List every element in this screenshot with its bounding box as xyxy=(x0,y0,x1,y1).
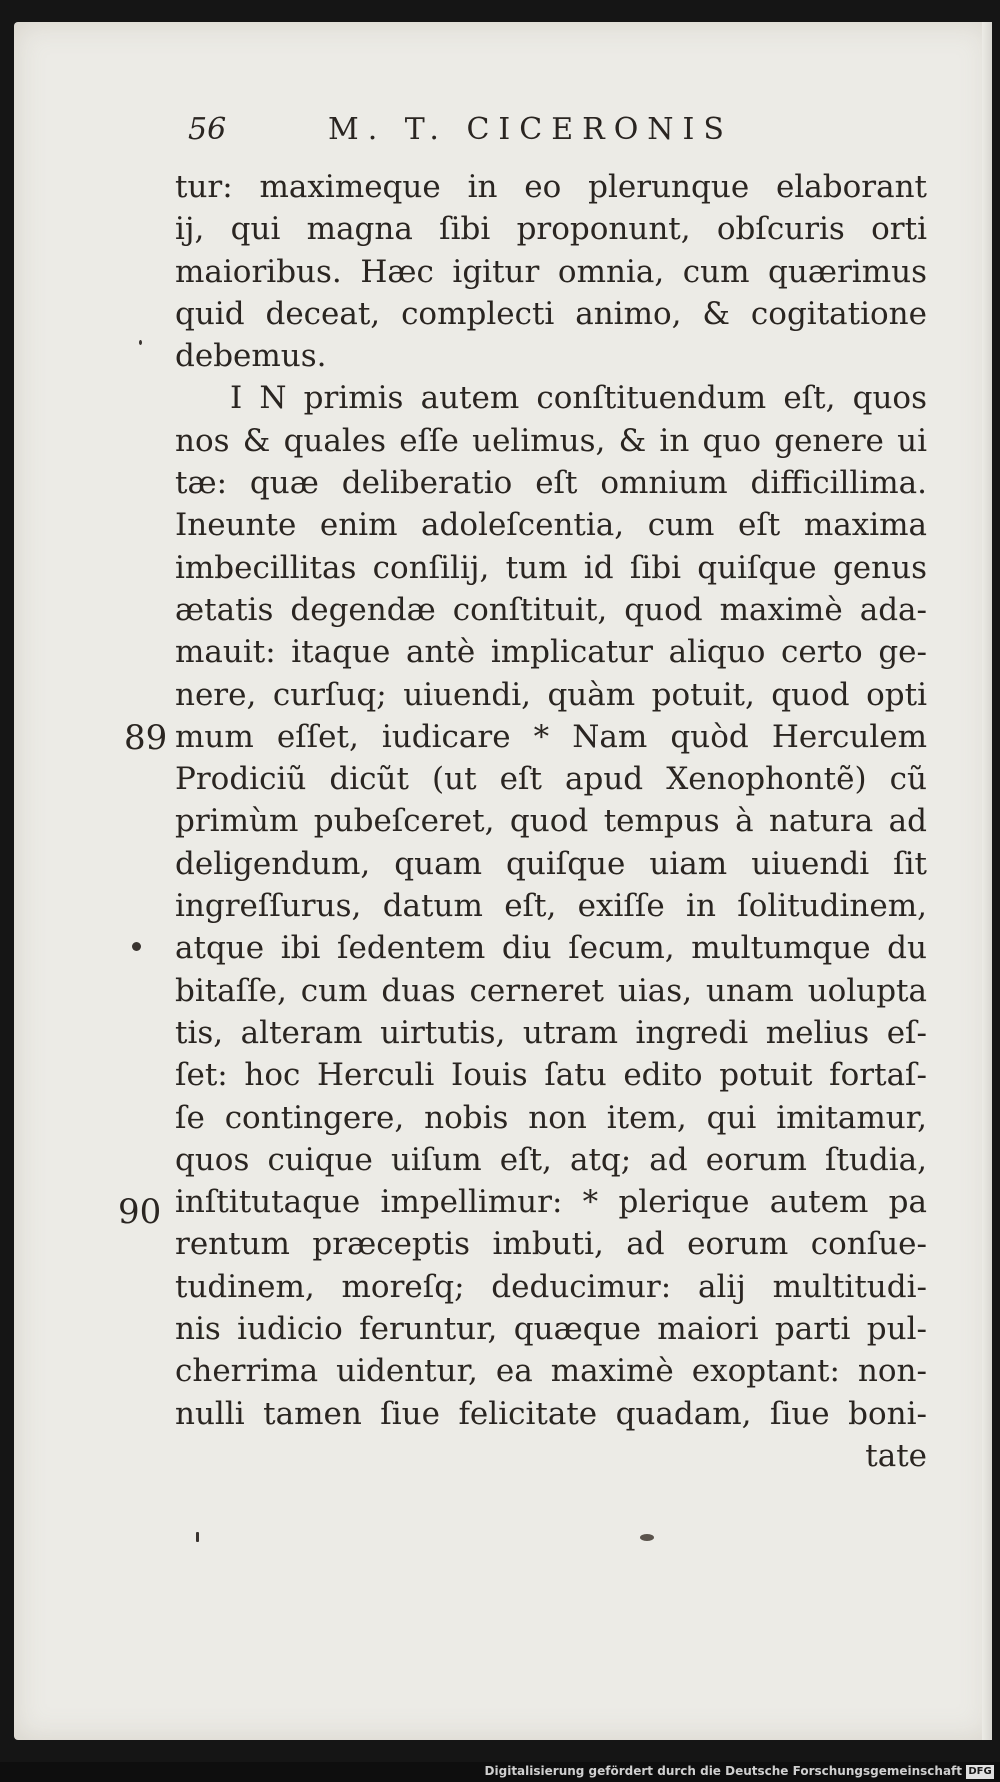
margin-note-89: 89 xyxy=(124,718,168,758)
text-line: cherrima uidentur, ea maximè exoptant: non- xyxy=(175,1353,927,1390)
text-line: nere, curſuq; uiuendi, quàm potuit, quod opti xyxy=(175,676,927,713)
text-line: I N primis autem conſtituendum eſt, quos xyxy=(230,380,927,417)
text-line: nos & quales eſſe uelimus, & in quo genere ui xyxy=(175,422,927,459)
text-line: tæ: quæ deliberatio eſt omnium difficillima. xyxy=(175,465,927,502)
text-line: tudinem, moreſq; deducimur: alij multitudi- xyxy=(175,1268,927,1305)
text-line: imbecillitas conſilij, tum id ſibi quiſque genus xyxy=(175,549,927,586)
text-line: mum eſſet, iudicare * Nam quòd Herculem xyxy=(175,718,927,755)
margin-note-90: 90 xyxy=(118,1192,162,1232)
catchword: tate xyxy=(865,1437,927,1474)
text-line: ingreſſurus, datum eſt, exiſſe in ſolitudinem, xyxy=(175,888,927,925)
footer-bar xyxy=(0,1762,1000,1782)
text-line: tur: maximeque in eo plerunque elaborant xyxy=(175,169,927,205)
funding-credit: Digitalisierung gefördert durch die Deutsche Forschungsgemeinschaft xyxy=(484,1764,962,1778)
text-line: Ineunte enim adoleſcentia, cum eſt maxima xyxy=(175,507,927,544)
text-line: quid deceat, complecti animo, & cogitatione xyxy=(175,295,927,332)
text-line: primùm pubeſceret, quod tempus à natura ad xyxy=(175,803,927,840)
text-line: nis iudicio feruntur, quæque maiori parti pul- xyxy=(175,1311,927,1348)
ink-speck xyxy=(139,340,142,345)
text-line: maioribus. Hæc igitur omnia, cum quærimus xyxy=(175,253,927,290)
ink-blot xyxy=(640,1534,654,1541)
text-line: ij, qui magna ſibi proponunt, obſcuris orti xyxy=(175,211,927,248)
page-edge-shadow xyxy=(982,22,992,1740)
text-line: Prodiciũ dicũt (ut eſt apud Xenophontẽ) cũ xyxy=(175,761,927,798)
running-head: M. T. CICERONIS xyxy=(328,112,733,147)
text-line: inſtitutaque impellimur: * plerique autem pa xyxy=(175,1184,927,1221)
body-text xyxy=(175,166,927,1477)
text-line: ſet: hoc Herculi Iouis ſatu edito potuit fortaſ- xyxy=(175,1057,927,1094)
ink-speck xyxy=(196,1532,199,1542)
text-line: deligendum, quam quiſque uiam uiuendi ſit xyxy=(175,845,927,882)
text-line: debemus. xyxy=(175,338,327,375)
text-line: nulli tamen ſiue felicitate quadam, ſiue boni- xyxy=(175,1395,927,1432)
dfg-logo: DFG xyxy=(966,1765,994,1779)
text-line: bitaſſe, cum duas cerneret uias, unam uolupta xyxy=(175,972,927,1009)
ink-mark xyxy=(132,942,141,951)
text-line: tis, alteram uirtutis, utram ingredi melius eſ- xyxy=(175,1014,927,1051)
text-line: mauit: itaque antè implicatur aliquo certo ge- xyxy=(175,634,927,671)
page-number: 56 xyxy=(188,112,227,147)
text-line: rentum præceptis imbuti, ad eorum conſue- xyxy=(175,1226,927,1263)
text-line: quos cuique uiſum eſt, atq; ad eorum ſtudia, xyxy=(175,1141,927,1178)
text-line: atque ibi ſedentem diu ſecum, multumque du xyxy=(175,930,927,967)
text-line: ſe contingere, nobis non item, qui imitamur, xyxy=(175,1099,927,1136)
page-header xyxy=(172,112,812,162)
text-line: ætatis degendæ conſtituit, quod maximè ada- xyxy=(175,591,927,628)
